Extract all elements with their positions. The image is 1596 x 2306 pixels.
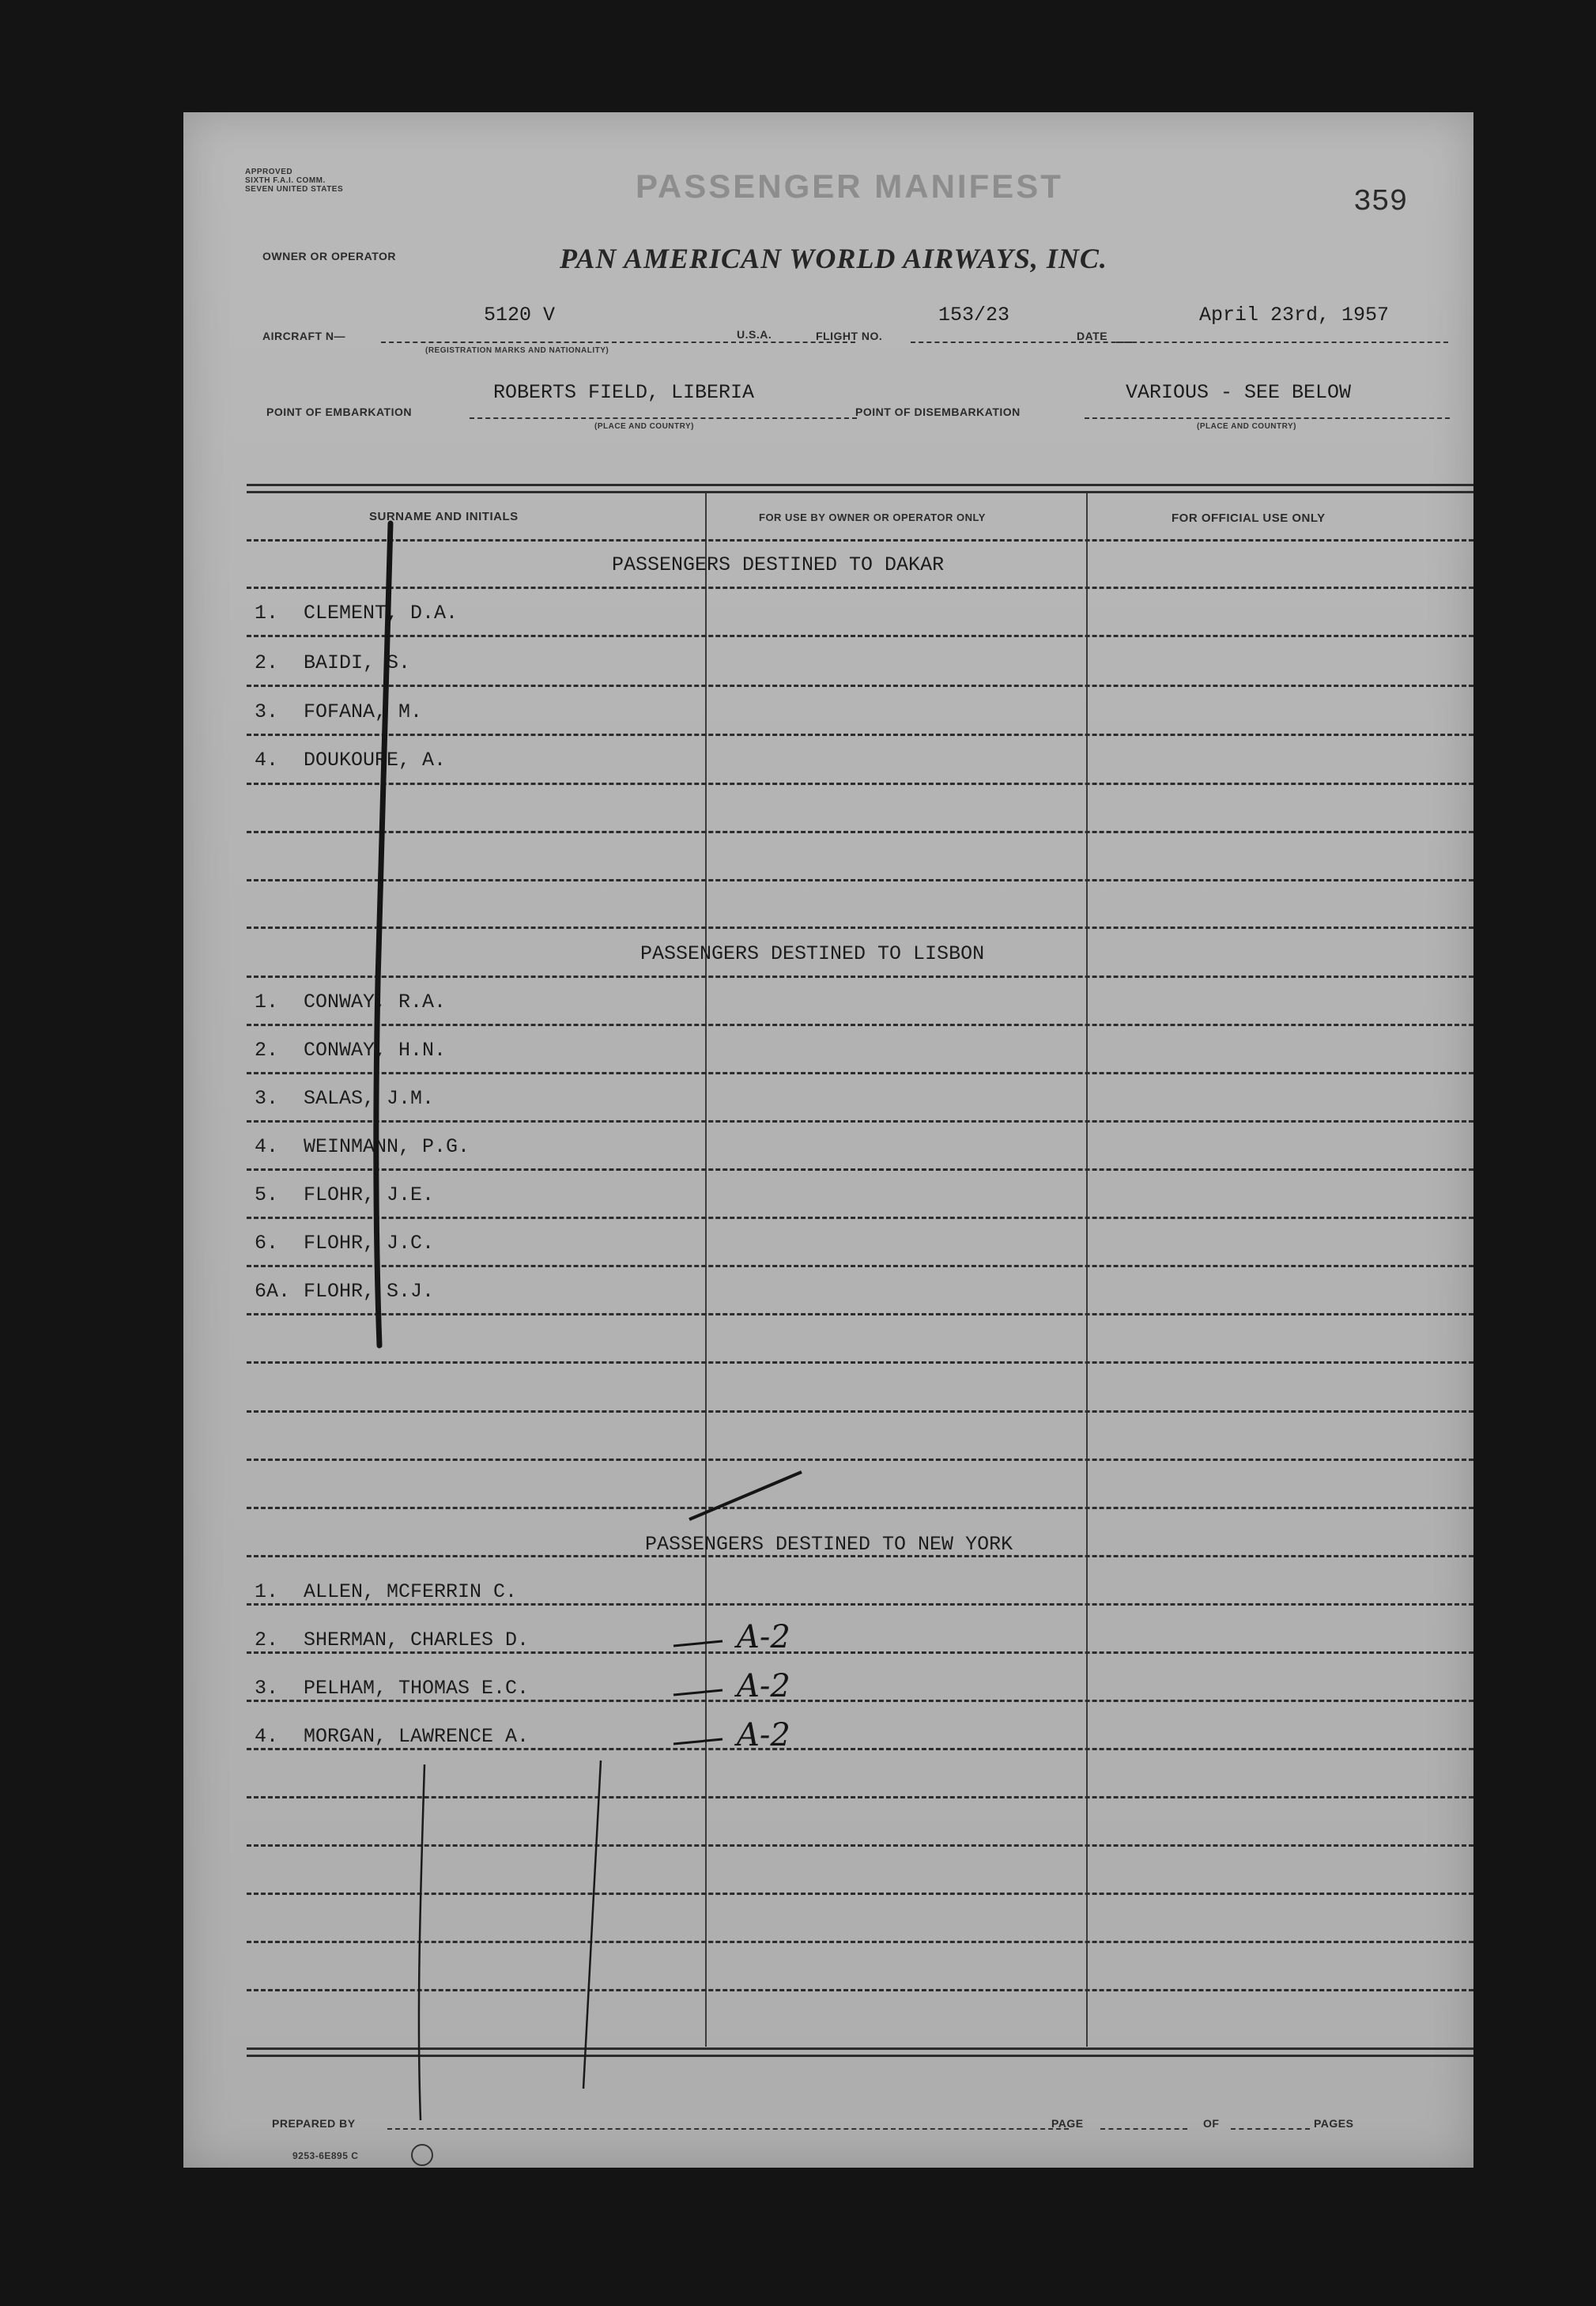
passenger-row: 2. CONWAY, H.N.: [255, 1039, 447, 1062]
flight-label: FLIGHT NO.: [816, 330, 883, 342]
owner-label: OWNER OR OPERATOR: [262, 250, 396, 262]
embarkation-sublabel: (PLACE AND COUNTRY): [594, 422, 694, 431]
passenger-row: 1. CLEMENT, D.A.: [255, 602, 458, 625]
column-header-surname: SURNAME AND INITIALS: [369, 510, 519, 523]
passenger-row: 3. PELHAM, THOMAS E.C.: [255, 1677, 530, 1700]
embarkation-value: ROBERTS FIELD, LIBERIA: [493, 381, 755, 404]
section-heading-dakar: PASSENGERS DESTINED TO DAKAR: [612, 553, 945, 576]
passenger-row: 2. SHERMAN, CHARLES D.: [255, 1629, 530, 1651]
of-label: OF: [1203, 2117, 1220, 2130]
stamp-line-3: SEVEN UNITED STATES: [245, 185, 344, 194]
disembarkation-value: VARIOUS - SEE BELOW: [1126, 381, 1352, 404]
column-header-owner-use: FOR USE BY OWNER OR OPERATOR ONLY: [759, 511, 986, 523]
section-heading-lisbon: PASSENGERS DESTINED TO LISBON: [640, 942, 985, 965]
aircraft-label: AIRCRAFT N—: [262, 330, 346, 342]
passenger-row: 4. MORGAN, LAWRENCE A.: [255, 1725, 530, 1748]
flight-number: 153/23: [938, 304, 1010, 326]
usa-label: U.S.A.: [737, 328, 772, 341]
passenger-row: 6A. FLOHR, S.J.: [255, 1280, 435, 1303]
passenger-row: 4. DOUKOURE, A.: [255, 749, 447, 772]
prepared-by-label: PREPARED BY: [272, 2117, 356, 2130]
union-label-icon: [411, 2144, 433, 2166]
handwritten-annotation: A-2: [737, 1668, 790, 1704]
pen-marks: [183, 112, 1473, 2168]
date-label: DATE: [1077, 330, 1108, 342]
operator-name: PAN AMERICAN WORLD AIRWAYS, INC.: [560, 243, 1107, 274]
embarkation-label: POINT OF EMBARKATION: [266, 406, 412, 418]
disembarkation-sublabel: (PLACE AND COUNTRY): [1197, 422, 1296, 431]
form-number: 9253-6E895 C: [292, 2150, 359, 2161]
flight-date: April 23rd, 1957: [1199, 304, 1390, 326]
handwritten-annotation: A-2: [737, 1717, 790, 1753]
aircraft-sublabel: (REGISTRATION MARKS AND NATIONALITY): [425, 346, 609, 355]
passenger-row: 6. FLOHR, J.C.: [255, 1232, 435, 1255]
column-header-official: FOR OFFICIAL USE ONLY: [1172, 511, 1326, 525]
passenger-row: 2. BAIDI, S.: [255, 651, 411, 674]
disembarkation-label: POINT OF DISEMBARKATION: [855, 406, 1021, 418]
manifest-sheet: [183, 112, 1473, 2168]
section-heading-new-york: PASSENGERS DESTINED TO NEW YORK: [645, 1533, 1013, 1556]
aircraft-number: 5120 V: [484, 304, 556, 326]
stamp-line-2: SIXTH F.A.I. COMM.: [245, 176, 326, 185]
stamp-line-1: APPROVED: [245, 168, 293, 176]
page-label: PAGE: [1051, 2117, 1084, 2130]
passenger-row: 4. WEINMANN, P.G.: [255, 1135, 470, 1158]
form-title: PASSENGER MANIFEST: [636, 168, 1063, 205]
passenger-row: 1. ALLEN, MCFERRIN C.: [255, 1580, 518, 1603]
passenger-row: 1. CONWAY, R.A.: [255, 991, 447, 1013]
pages-label: PAGES: [1314, 2117, 1354, 2130]
passenger-row: 5. FLOHR, J.E.: [255, 1183, 435, 1206]
page-number: 359: [1353, 185, 1408, 219]
handwritten-annotation: A-2: [737, 1619, 790, 1655]
passenger-row: 3. FOFANA, M.: [255, 700, 423, 723]
passenger-row: 3. SALAS, J.M.: [255, 1087, 435, 1110]
